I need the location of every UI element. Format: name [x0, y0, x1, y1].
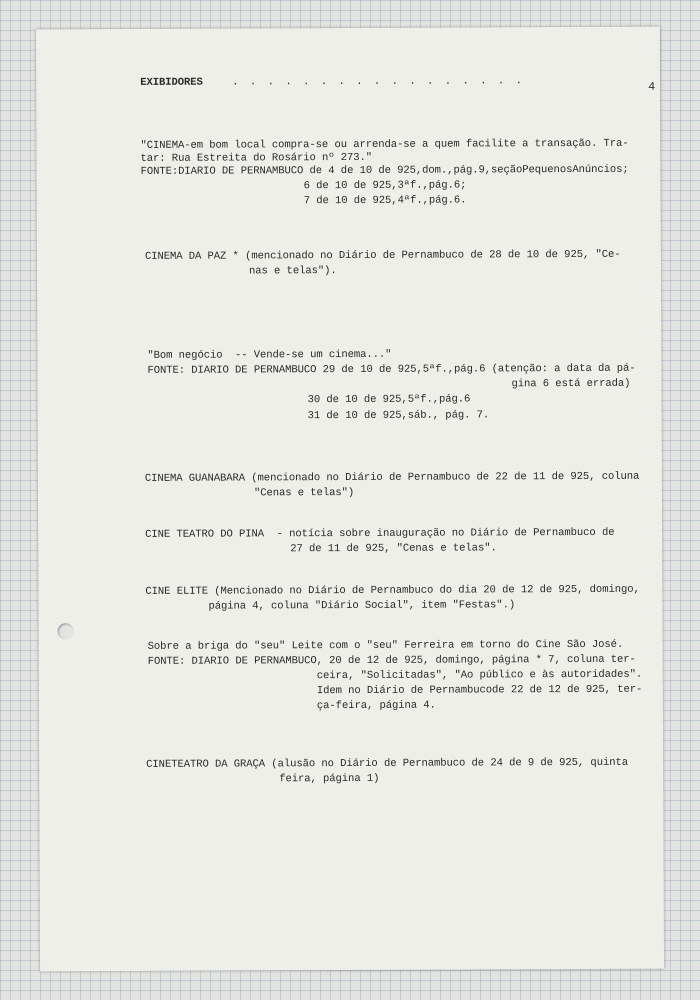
- entry-line: 31 de 10 de 925,sáb., pág. 7.: [307, 409, 490, 423]
- entry-line: 7 de 10 de 925,4ªf.,pág.6.: [303, 194, 467, 208]
- entry-line: FONTE: DIARIO DE PERNAMBUCO 29 de 10 de 925,5ªf.,pág.6 (atenção: a data da pá-: [147, 362, 636, 377]
- document-page: [36, 27, 664, 972]
- entry-line: CINE TEATRO DO PINA - notícia sobre inauguração no Diário de Pernambuco de: [145, 526, 615, 541]
- entry-line: "Cenas e telas"): [253, 486, 355, 500]
- entry-line: CINETEATRO DA GRAÇA (alusão no Diário de Pernambuco de 24 de 9 de 925, quinta: [146, 756, 628, 771]
- entry-line: tar: Rua Estreita do Rosário nº 273.": [140, 151, 373, 165]
- entry-line: FONTE: DIARIO DE PERNAMBUCO, 20 de 12 de 925, domingo, página * 7, coluna ter-: [147, 653, 636, 668]
- section-title: EXIBIDORES: [140, 76, 203, 89]
- page-number: 4: [648, 80, 656, 94]
- entry-line: "CINEMA-em bom local compra-se ou arrenda-se a quem facilite a transação. Tra-: [140, 137, 629, 152]
- punch-hole: [58, 623, 74, 639]
- entry-line: feira, página 1): [279, 772, 380, 786]
- leader-dots: . . . . . . . . . . . . . . . . .: [232, 75, 523, 89]
- entry-line: 6 de 10 de 925,3ªf.,pág.6;: [303, 179, 467, 193]
- entry-line: CINE ELITE (Mencionado no Diário de Pernambuco do dia 20 de 12 de 925, domingo,: [145, 583, 640, 598]
- entry-line: FONTE:DIARIO DE PERNAMBUCO de 4 de 10 de 925,dom.,pág.9,seçãoPequenosAnúncios;: [140, 163, 629, 178]
- entry-line: nas e telas").: [248, 265, 337, 278]
- entry-line: CINEMA DA PAZ * (mencionado no Diário de Pernambuco de 28 de 10 de 925, "Ce-: [144, 248, 621, 263]
- entry-line: Idem no Diário de Pernambucode 22 de 12 de 925, ter-: [316, 683, 643, 698]
- entry-line: "Bom negócio -- Vende-se um cinema...": [147, 348, 392, 362]
- entry-line: CINEMA GUANABARA (mencionado no Diário de Pernambuco de 22 de 11 de 925, coluna: [144, 470, 640, 485]
- entry-line: 27 de 11 de 925, "Cenas e telas".: [290, 542, 497, 556]
- entry-line: gina 6 está errada): [511, 377, 631, 391]
- entry-line: 30 de 10 de 925,5ªf.,pág.6: [307, 393, 471, 407]
- entry-line: página 4, coluna "Diário Social", item "Festas".): [208, 599, 516, 613]
- entry-line: ça-feira, página 4.: [316, 699, 436, 713]
- entry-line: Sobre a briga do "seu" Leite com o "seu" Ferreira em torno do Cine São José.: [147, 638, 624, 653]
- entry-line: ceira, "Solicitadas", "Ao público e às autoridades".: [316, 668, 643, 683]
